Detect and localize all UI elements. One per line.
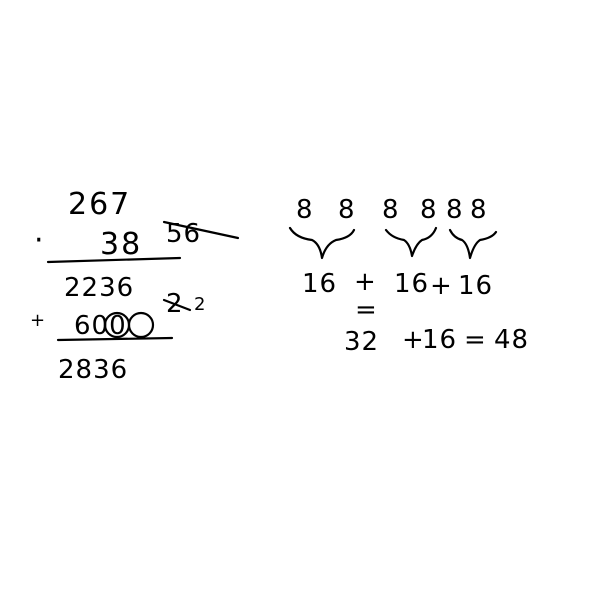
- multiplier: 38: [100, 227, 143, 262]
- digit-8-2: 8: [338, 195, 356, 225]
- multiplicand: 267: [68, 187, 132, 222]
- brace-1: [290, 228, 354, 258]
- digit-8-4: 8: [420, 195, 438, 225]
- brace-2: [386, 228, 436, 256]
- group-sum-1: 16: [302, 269, 338, 299]
- partial-product-2: 600: [74, 311, 127, 341]
- line2-plus: +: [402, 325, 425, 355]
- final-result: 2836: [58, 355, 129, 385]
- carry-crossed: 56: [166, 219, 202, 249]
- brace-3: [450, 230, 496, 258]
- partial-product-1: 2236: [64, 273, 135, 303]
- line2-result: 48: [494, 325, 530, 355]
- line2-addend: 16: [422, 325, 458, 355]
- line2-equals: =: [464, 325, 487, 355]
- plus-sign: +: [30, 310, 46, 331]
- digit-8-1: 8: [296, 195, 314, 225]
- digit-8-6: 8: [470, 195, 488, 225]
- multiply-dot: ·: [34, 223, 46, 258]
- carry-2: 2: [194, 294, 206, 315]
- group-sum-3: 16: [458, 271, 494, 301]
- zero-circle-2: [129, 313, 153, 337]
- digit-8-3: 8: [382, 195, 400, 225]
- carry-2-crossed: 2: [166, 289, 184, 319]
- equals-vertical: =: [355, 295, 378, 325]
- plus-1: +: [354, 267, 377, 297]
- line2-left: 32: [344, 327, 380, 357]
- plus-2: +: [430, 271, 453, 301]
- group-sum-2: 16: [394, 269, 430, 299]
- digit-8-5: 8: [446, 195, 464, 225]
